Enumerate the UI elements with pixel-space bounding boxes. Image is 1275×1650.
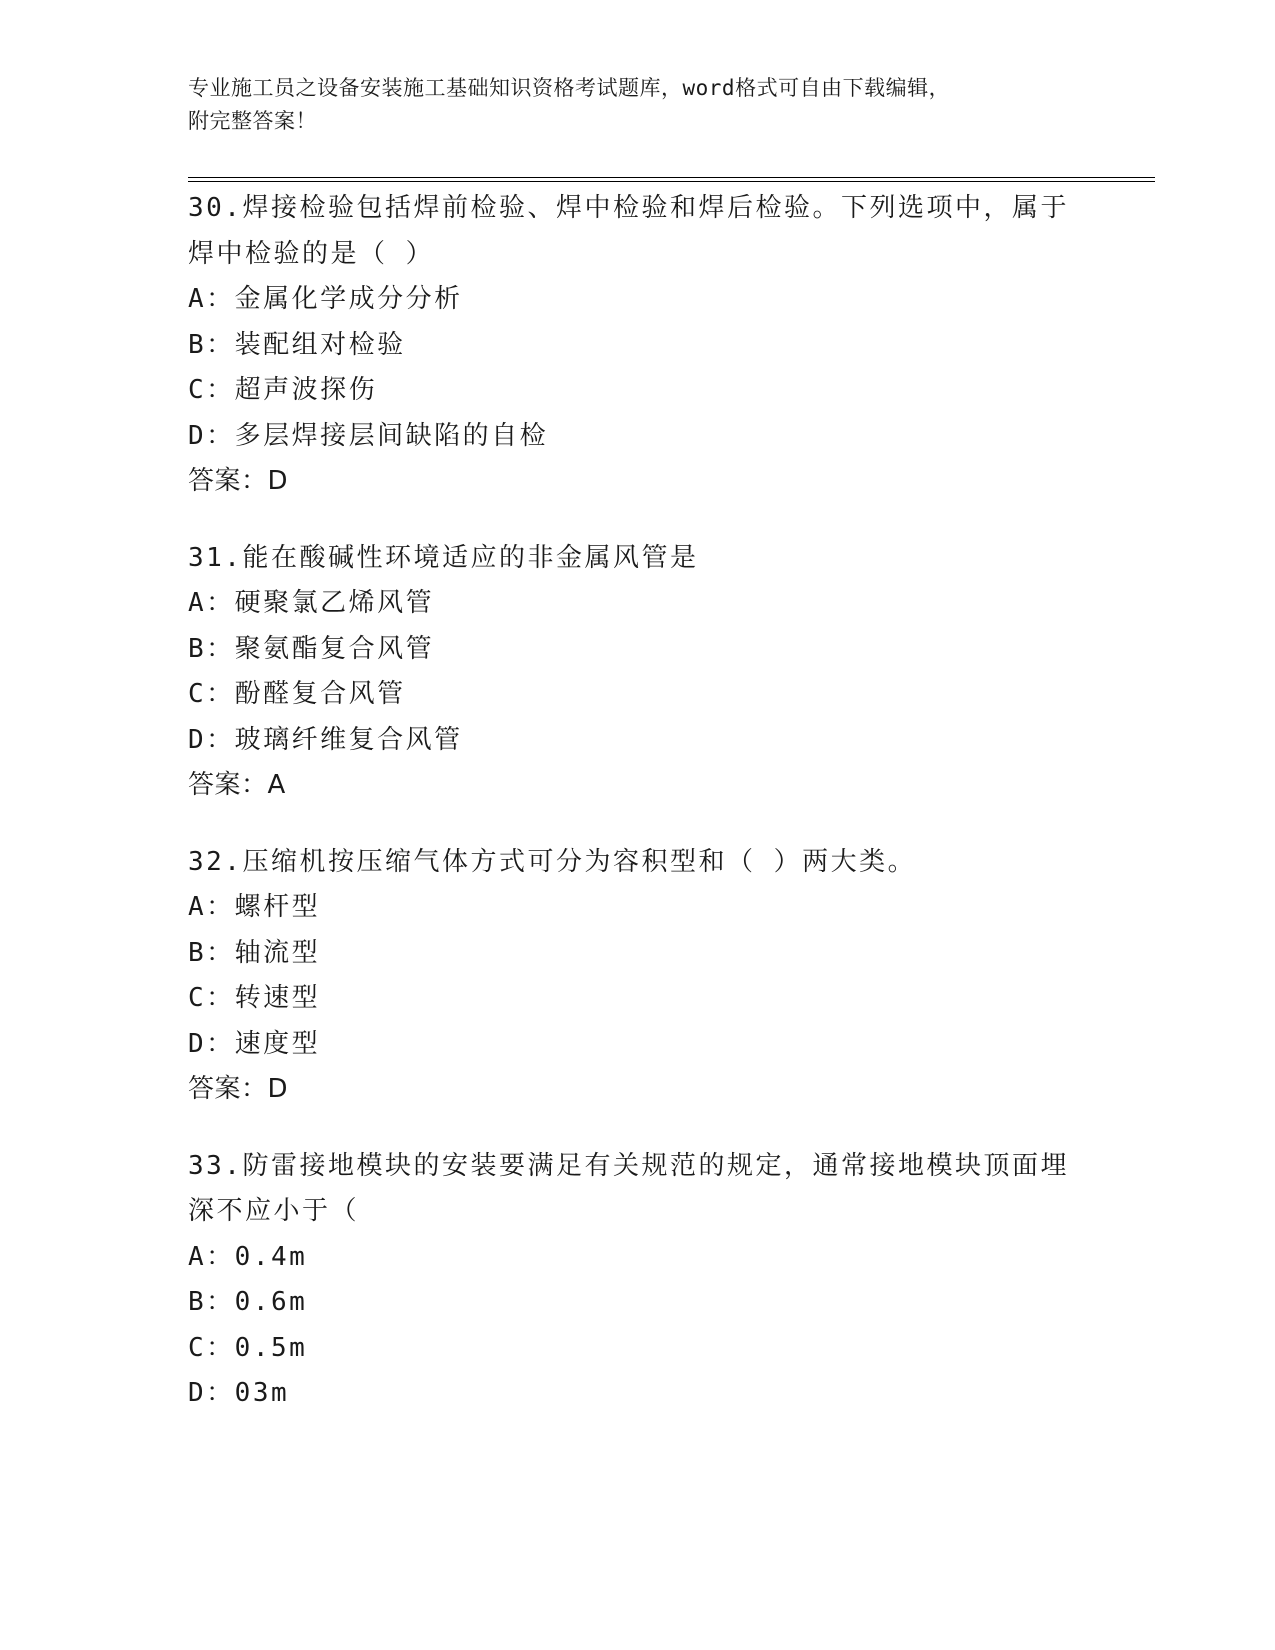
question-stem-line: 31.能在酸碱性环境适应的非金属风管是 <box>188 542 699 573</box>
question-31 <box>188 536 1088 809</box>
answer-label: 答案： <box>188 1074 268 1104</box>
answer-value: D <box>267 1074 289 1104</box>
option-text: 03m <box>234 1378 290 1408</box>
option-c <box>188 1326 1088 1372</box>
option-text: 转速型 <box>234 983 321 1013</box>
question-list <box>188 186 1088 1448</box>
option-separator: ： <box>206 1332 235 1363</box>
option-text: 超声波探伤 <box>234 375 378 405</box>
option-a <box>188 1235 1088 1281</box>
option-separator: ： <box>206 420 235 451</box>
option-b <box>188 1280 1088 1326</box>
option-key: D <box>188 420 207 451</box>
option-b <box>188 931 1088 977</box>
divider-line-bottom <box>188 181 1155 182</box>
option-a <box>188 277 1088 323</box>
option-key: B <box>188 633 207 664</box>
option-b <box>188 627 1088 673</box>
option-d <box>188 1371 1088 1417</box>
option-d <box>188 414 1088 460</box>
option-text: 金属化学成分分析 <box>234 284 463 314</box>
header-divider <box>188 177 1155 182</box>
option-text: 轴流型 <box>234 937 321 968</box>
option-key: D <box>188 1378 207 1408</box>
option-separator: ： <box>206 1378 235 1408</box>
option-separator: ： <box>206 892 235 922</box>
option-key: C <box>188 679 207 709</box>
header-line-1: 专业施工员之设备安装施工基础知识资格考试题库，word格式可自由下载编辑， <box>188 76 951 100</box>
option-d <box>188 718 1088 764</box>
option-separator: ： <box>206 1241 235 1272</box>
question-stem-line: 30.焊接检验包括焊前检验、焊中检验和焊后检验。下列选项中，属于 <box>188 193 1069 223</box>
option-c <box>188 976 1088 1022</box>
answer-line <box>188 459 1088 505</box>
option-text: 0.5m <box>234 1332 308 1363</box>
option-text: 0.6m <box>234 1287 308 1317</box>
question-stem-line: 33.防雷接地模块的安装要满足有关规范的规定，通常接地模块顶面埋 <box>188 1150 1069 1181</box>
question-stem-line: 焊中检验的是（ ） <box>188 238 435 269</box>
option-separator: ： <box>206 284 235 314</box>
option-key: A <box>188 284 207 314</box>
answer-value: D <box>267 466 289 496</box>
option-c <box>188 672 1088 718</box>
option-key: B <box>188 937 207 968</box>
option-text: 速度型 <box>234 1028 321 1059</box>
option-text: 多层焊接层间缺陷的自检 <box>234 420 549 451</box>
question-33 <box>188 1144 1088 1417</box>
option-key: A <box>188 1241 207 1272</box>
option-key: C <box>188 983 207 1013</box>
option-separator: ： <box>206 937 235 968</box>
option-text: 玻璃纤维复合风管 <box>234 724 463 755</box>
option-separator: ： <box>206 679 235 709</box>
option-b <box>188 323 1088 369</box>
question-30 <box>188 186 1088 505</box>
option-key: A <box>188 892 207 922</box>
option-separator: ： <box>206 633 235 664</box>
divider-line-top <box>188 177 1155 178</box>
answer-line <box>188 1067 1088 1113</box>
option-separator: ： <box>206 1028 235 1059</box>
option-separator: ： <box>206 983 235 1013</box>
header-line-2: 附完整答案！ <box>188 109 317 133</box>
answer-label: 答案： <box>188 466 268 496</box>
answer-label: 答案： <box>188 770 268 800</box>
option-key: C <box>188 1332 207 1363</box>
question-stem-line: 32.压缩机按压缩气体方式可分为容积型和（ ）两大类。 <box>188 846 917 877</box>
option-c <box>188 368 1088 414</box>
option-key: D <box>188 1028 207 1059</box>
option-separator: ： <box>206 724 235 755</box>
option-key: C <box>188 375 207 405</box>
option-separator: ： <box>206 375 235 405</box>
question-stem-line: 深不应小于（ <box>188 1196 360 1226</box>
option-separator: ： <box>206 1287 235 1317</box>
option-d <box>188 1022 1088 1068</box>
option-text: 0.4m <box>234 1241 308 1272</box>
option-text: 硬聚氯乙烯风管 <box>234 588 435 618</box>
option-key: B <box>188 329 207 360</box>
option-text: 聚氨酯复合风管 <box>234 633 435 664</box>
question-32 <box>188 840 1088 1113</box>
document-header <box>188 72 1088 138</box>
option-text: 螺杆型 <box>234 892 321 922</box>
option-text: 酚醛复合风管 <box>234 679 406 709</box>
option-a <box>188 885 1088 931</box>
answer-value: A <box>267 770 286 800</box>
option-key: A <box>188 588 207 618</box>
option-text: 装配组对检验 <box>234 329 406 360</box>
option-key: D <box>188 724 207 755</box>
option-key: B <box>188 1287 207 1317</box>
option-separator: ： <box>206 329 235 360</box>
option-a <box>188 581 1088 627</box>
option-separator: ： <box>206 588 235 618</box>
answer-line <box>188 763 1088 809</box>
